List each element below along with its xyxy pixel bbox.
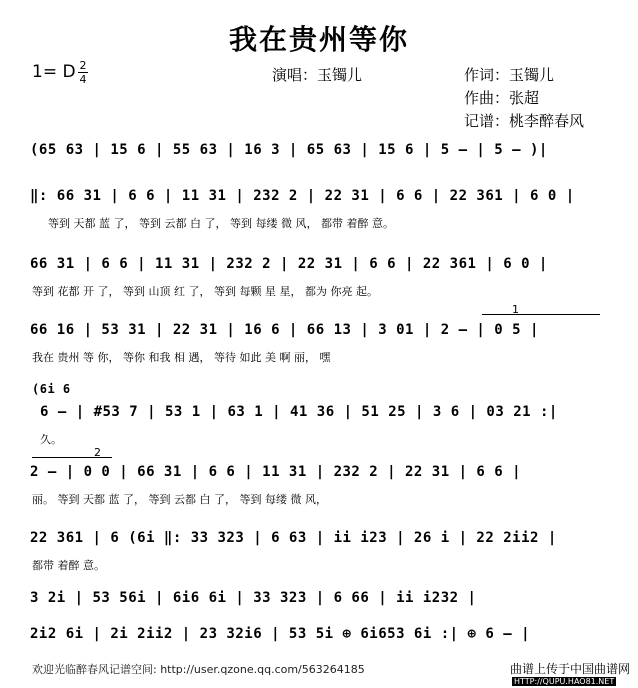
lyric-line-6: 丽。 等到 天都 蓝 了， 等到 云都 白 了， 等到 每缕 微 风，	[32, 493, 327, 506]
score-line-7: 22 361 | 6 (6i ‖: 33 323 | 6 63 | ii i23 | 26 i | 22 2ii2 |	[30, 530, 557, 546]
lyric-line-7: 都带 着醉 意。	[32, 559, 105, 572]
time-signature	[78, 60, 88, 85]
watermark-url: HTTP://QUPU.HAO81.NET	[514, 677, 615, 686]
score-line-9: 2i2 6i | 2i 2ii2 | 23 32i6 | 53 5i ⊕ 6i653 6i :| ⊕ 6 – |	[30, 626, 531, 642]
lyricist-credit: 作词：玉镯儿	[464, 66, 555, 84]
lyric-line-4: 我在 贵州 等 你， 等你 和我 相 遇， 等待 如此 美 啊 丽， 嘿	[32, 351, 331, 364]
page-title: 我在贵州等你	[228, 23, 409, 56]
volta-1-label: 1	[512, 303, 519, 316]
composer-credit: 作曲：张超	[464, 89, 540, 107]
time-sig-top: 2	[79, 59, 87, 72]
volta-1-bracket	[482, 314, 600, 315]
score-line-5: 6 – | #53 7 | 53 1 | 63 1 | 41 36 | 51 25 | 3 6 | 03 21 :|	[40, 404, 558, 420]
footer-text: 欢迎光临醉春风记谱空间: http://user.qzone.qq.com/563264185	[32, 663, 365, 676]
score-line-8: 3 2i | 53 56i | 6i6 6i | 33 323 | 6 66 | ii i232 |	[30, 590, 477, 606]
score-line-2: ‖: 66 31 | 6 6 | 11 31 | 232 2 | 22 31 | 6 6 | 22 361 | 6 0 |	[30, 188, 575, 204]
time-sig-bottom: 4	[79, 73, 87, 86]
score-line-5-pickup: (6i 6	[32, 382, 71, 396]
score-line-4: 66 16 | 53 31 | 22 31 | 16 6 | 66 13 | 3 01 | 2 – | 0 5 |	[30, 322, 539, 338]
score-line-6: 2 – | 0 0 | 66 31 | 6 6 | 11 31 | 232 2 | 22 31 | 6 6 |	[30, 464, 522, 480]
watermark-text: 曲谱上传于中国曲谱网	[510, 662, 631, 676]
lyric-line-2: 等到 天都 蓝 了， 等到 云都 白 了， 等到 每缕 微 风， 都带 着醉 意。	[48, 217, 394, 230]
transcriber-credit: 记谱：桃李醉春风	[464, 112, 585, 130]
singer-credit: 演唱：玉镯儿	[272, 66, 363, 84]
key-signature: 1= D	[32, 62, 76, 82]
lyric-line-3: 等到 花都 开 了， 等到 山顶 红 了， 等到 每颗 星 星， 都为 你亮 起。	[32, 285, 378, 298]
volta-2-label: 2	[94, 446, 101, 459]
score-line-3: 66 31 | 6 6 | 11 31 | 232 2 | 22 31 | 6 6 | 22 361 | 6 0 |	[30, 256, 548, 272]
lyric-line-5: 久。	[40, 433, 62, 446]
score-line-1: (65 63 | 15 6 | 55 63 | 16 3 | 65 63 | 15 6 | 5 – | 5 – )|	[30, 142, 548, 158]
